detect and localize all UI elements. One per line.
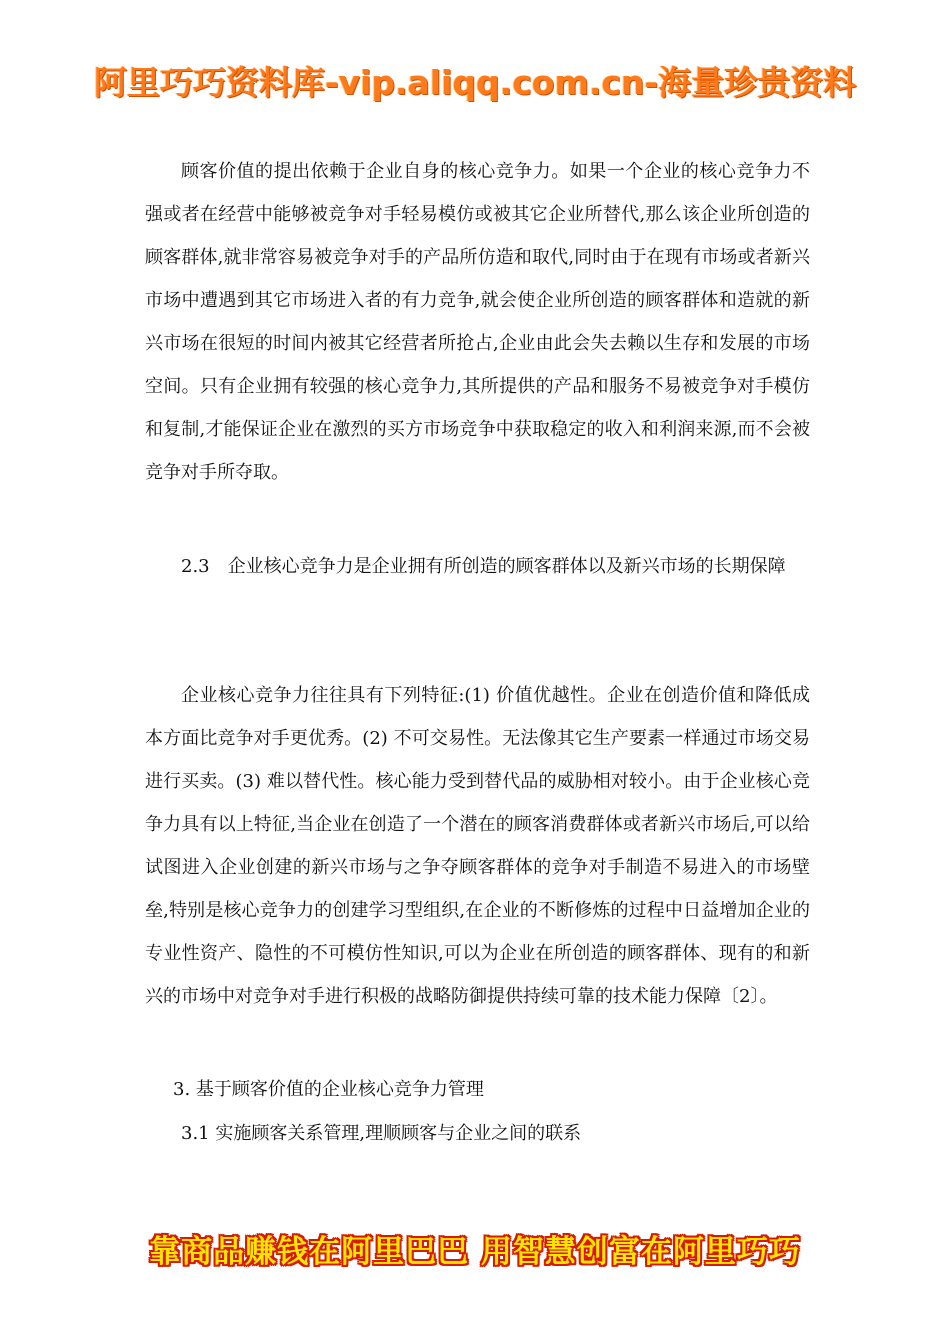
section-heading-text: 3.1 实施顾客关系管理,理顺顾客与企业之间的联系 [181,1123,582,1144]
paragraph-text: 企业核心竞争力往往具有下列特征:(1) 价值优越性。企业在创造价值和降低成本方面比竞争对手更优秀。(2) 不可交易性。无法像其它生产要素一样通过市场交易进行买卖。(3) 难以替代性。核心能力受到替代品的威胁相对较小。由于企业核心竞争力具有以上特征,当企业在创造了一个潜在的顾客消费群体或者新兴市场后,可以给试图进入企业创建的新兴市场与之争夺顾客群体的竞争对手制造不易进入的市场壁垒,特别是核心竞争力的创建学习型组织,在企业的不断修炼的过程中日益增加企业的专业性资产、隐性的不可模仿性知识,可以为企业在所创造的顾客群体、现有的和新兴的市场中对竞争对手进行积极的战略防御提供持续可靠的技术能力保障〔2〕。 [145,685,810,1007]
header-banner: 阿里巧巧资料库-vip.aliqq.com.cn-海量珍贵资料 [93,63,857,102]
section-heading-text: 3. 基于顾客价值的企业核心竞争力管理 [173,1079,484,1100]
paragraph-customer-value [145,150,810,494]
footer-banner: 靠商品赚钱在阿里巴巴 用智慧创富在阿里巧巧 [149,1234,801,1270]
section-heading-2-3 [145,545,810,588]
section-heading-3 [145,1070,810,1110]
section-heading-text: 2.3 企业核心竞争力是企业拥有所创造的顾客群体以及新兴市场的长期保障 [181,556,786,577]
section-heading-3-1 [145,1114,810,1154]
paragraph-core-competence-features [145,674,810,1018]
paragraph-text: 顾客价值的提出依赖于企业自身的核心竞争力。如果一个企业的核心竞争力不强或者在经营中能够被竞争对手轻易模仿或被其它企业所替代,那么该企业所创造的顾客群体,就非常容易被竞争对手的产品所仿造和取代,同时由于在现有市场或者新兴市场中遭遇到其它市场进入者的有力竞争,就会使企业所创造的顾客群体和造就的新兴市场在很短的时间内被其它经营者所抢占,企业由此会失去赖以生存和发展的市场空间。只有企业拥有较强的核心竞争力,其所提供的产品和服务不易被竞争对手模仿和复制,才能保证企业在激烈的买方市场竞争中获取稳定的收入和利润来源,而不会被竞争对手所夺取。 [145,161,810,483]
